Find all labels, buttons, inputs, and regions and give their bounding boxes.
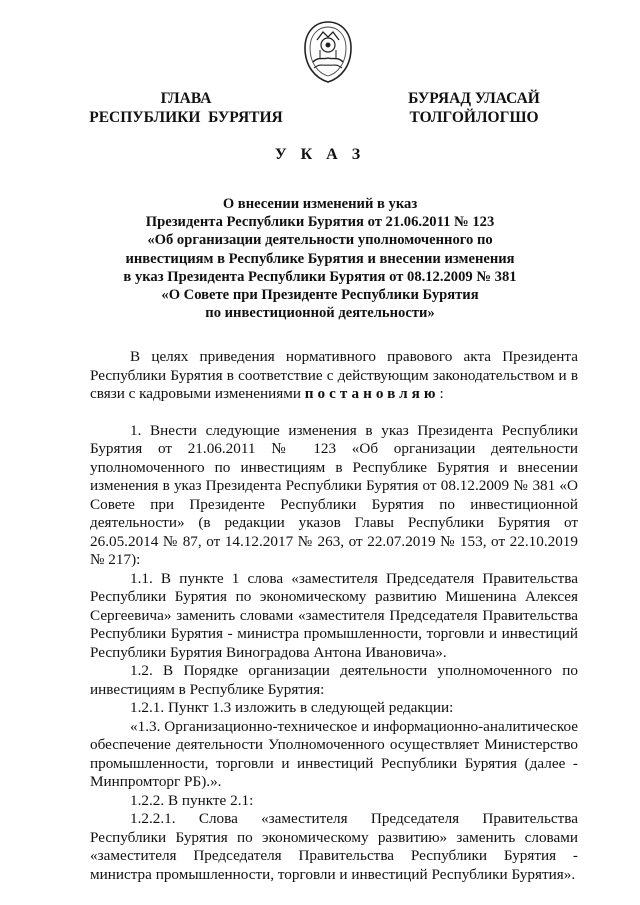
subject-line: О внесении изменений в указ	[222, 196, 418, 212]
decree-body	[90, 348, 578, 884]
preamble-text: В целях приведения нормативного правового акта Президента Республики Бурятия в соответствие с действующим законодательством и в связи с кадровыми изменениями	[90, 348, 578, 402]
paragraph-1-2-1: 1.2.1. Пункт 1.3 изложить в следующей редакции:	[130, 699, 454, 716]
header-right	[384, 89, 564, 127]
header-right-line1: БУРЯАД УЛАСАЙ	[408, 90, 540, 107]
paragraph-1: 1. Внести следующие изменения в указ Президента Республики Бурятия от 21.06.2011 № 123 «Об организации деятельности уполномоченного по инвестициям в Республике Бурятия и внесении изменения в указ Президента Республики Бурятия от 08.12.2009 № 381 «О Совете при Президенте Республики Бурятия по инвестиционной деятельности» (в редакции указов Главы Республики Бурятия от 26.05.2014 № 87, от 14.12.2017 № 263, от 22.07.2019 № 153, от 22.10.2019 № 217):	[90, 421, 578, 568]
subject-line: в указ Президента Республики Бурятия от 08.12.2009 № 381	[123, 268, 517, 285]
preamble-suffix: :	[439, 385, 444, 402]
header-left	[82, 89, 290, 127]
subject-line: инвестициям в Республике Бурятия и внесении изменения	[125, 250, 515, 267]
subject-line: Президента Республики Бурятия от 21.06.2011 № 123	[145, 214, 495, 231]
header-right-line2: ТОЛГОЙЛОГШО	[409, 109, 539, 126]
paragraph-1-2-2-1: 1.2.2.1. Слова «заместителя Председателя Правительства Республики Бурятия по экономическому развитию» заменить словами «заместителя Председателя Правительства Республики Бурятия - министра промышленности, торговли и инвестиций Республики Бурятия».	[90, 810, 578, 883]
document-type: У К А З	[274, 146, 366, 163]
coat-of-arms-icon	[301, 18, 355, 86]
preamble-paragraph	[90, 348, 578, 404]
paragraph-1-2-2: 1.2.2. В пункте 2.1:	[130, 791, 254, 809]
paragraph-1-3-quote: «1.3. Организационно-техническое и информационно-аналитическое обеспечение деятельности Уполномоченного осуществляет Министерство промышленности, торговли и инвестиций Республики Бурятия (далее - Минпромторг РБ).».	[90, 717, 578, 790]
paragraph-1-2: 1.2. В Порядке организации деятельности уполномоченного по инвестициям в Республике Бурятия:	[90, 662, 578, 698]
subject-line: по инвестиционной деятельности»	[205, 305, 435, 322]
decree-keyword: постановляю	[304, 385, 440, 402]
paragraph-1-1: 1.1. В пункте 1 слова «заместителя Председателя Правительства Республики Бурятия по экономическому развитию Мишенина Алексея Сергеевича» заменить словами «заместителя Председателя Правительства Республики Бурятия - министра промышленности, торговли и инвестиций Республики Бурятия Виноградова Антона Ивановича».	[90, 569, 578, 661]
subject-line: «Об организации деятельности уполномоченного по	[147, 232, 493, 249]
header-left-line2: РЕСПУБЛИКИ БУРЯТИЯ	[89, 109, 283, 126]
decree-subject	[80, 195, 560, 322]
header-left-line1: ГЛАВА	[160, 90, 212, 107]
subject-line: «О Совете при Президенте Республики Бурятия	[161, 287, 479, 304]
